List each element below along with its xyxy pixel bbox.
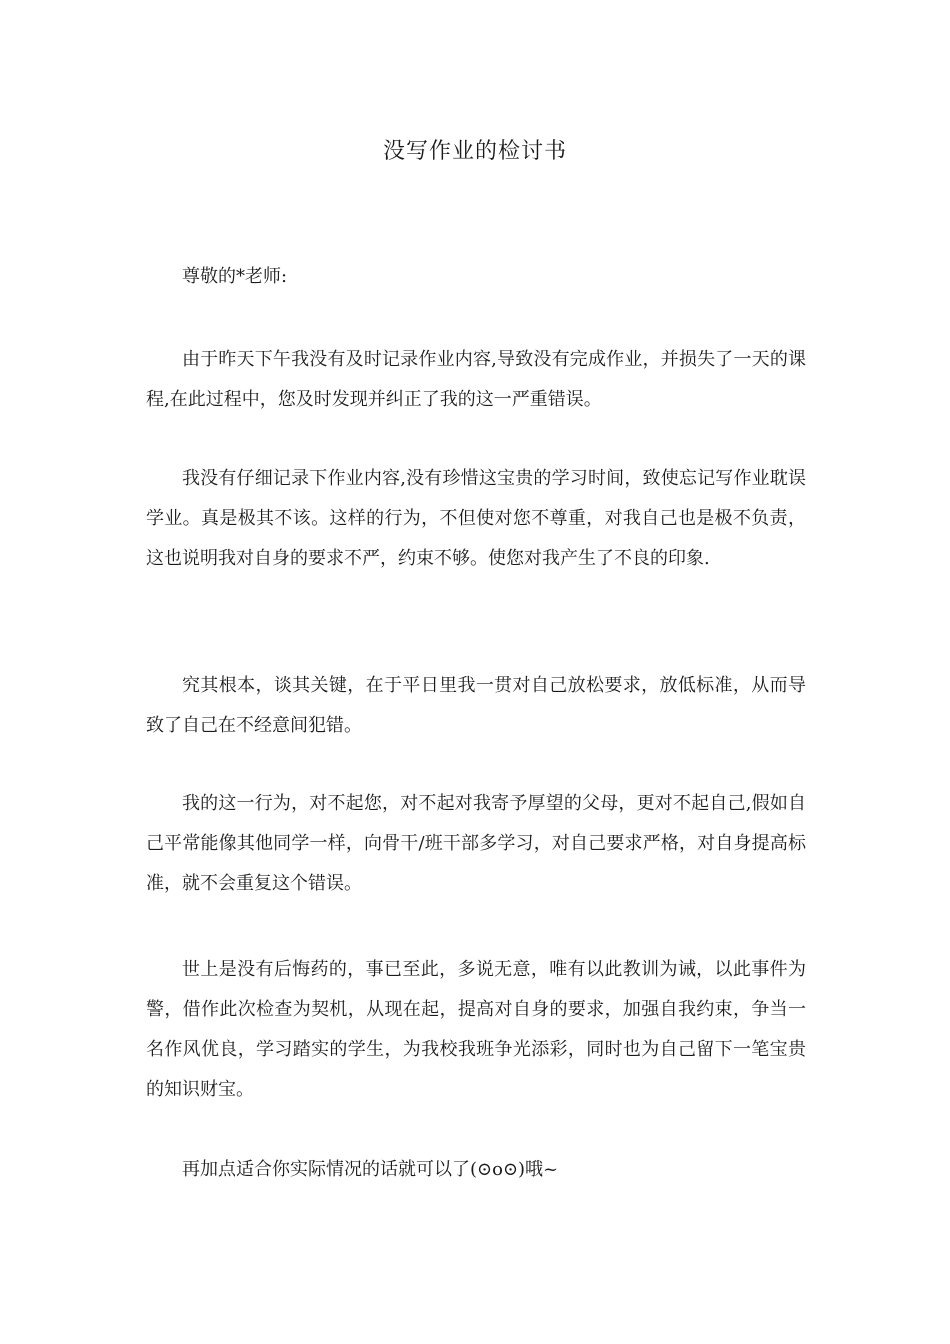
paragraph: 我的这一行为，对不起您，对不起对我寄予厚望的父母，更对不起自己,假如自己平常能像其他同学一样，向骨干/班干部多学习，对自己要求严格，对自身提高标准，就不会重复这个错误。 — [146, 793, 806, 894]
paragraph: 我没有仔细记录下作业内容,没有珍惜这宝贵的学习时间，致使忘记写作业耽误学业。真是极其不该。这样的行为，不但使对您不尊重，对我自己也是极不负责，这也说明我对自身的要求不严，约束不够。使您对我产生了不良的印象. — [146, 468, 806, 569]
closing-note: 再加点适合你实际情况的话就可以了(⊙o⊙)哦~ — [182, 1159, 559, 1180]
paragraph: 由于昨天下午我没有及时记录作业内容,导致没有完成作业，并损失了一天的课程,在此过程中，您及时发现并纠正了我的这一严重错误。 — [146, 349, 806, 410]
paragraph: 究其根本，谈其关键，在于平日里我一贯对自己放松要求，放低标准，从而导致了自己在不经意间犯错。 — [146, 675, 806, 736]
salutation: 尊敬的*老师: — [182, 266, 288, 287]
document-title: 没写作业的检讨书 — [382, 139, 567, 164]
paragraph: 世上是没有后悔药的，事已至此，多说无意，唯有以此教训为诫，以此事件为警，借作此次检查为契机，从现在起，提高对自身的要求，加强自我约束，争当一名作风优良，学习踏实的学生，为我校我班争光添彩，同时也为自己留下一笔宝贵的知识财宝。 — [146, 959, 806, 1100]
